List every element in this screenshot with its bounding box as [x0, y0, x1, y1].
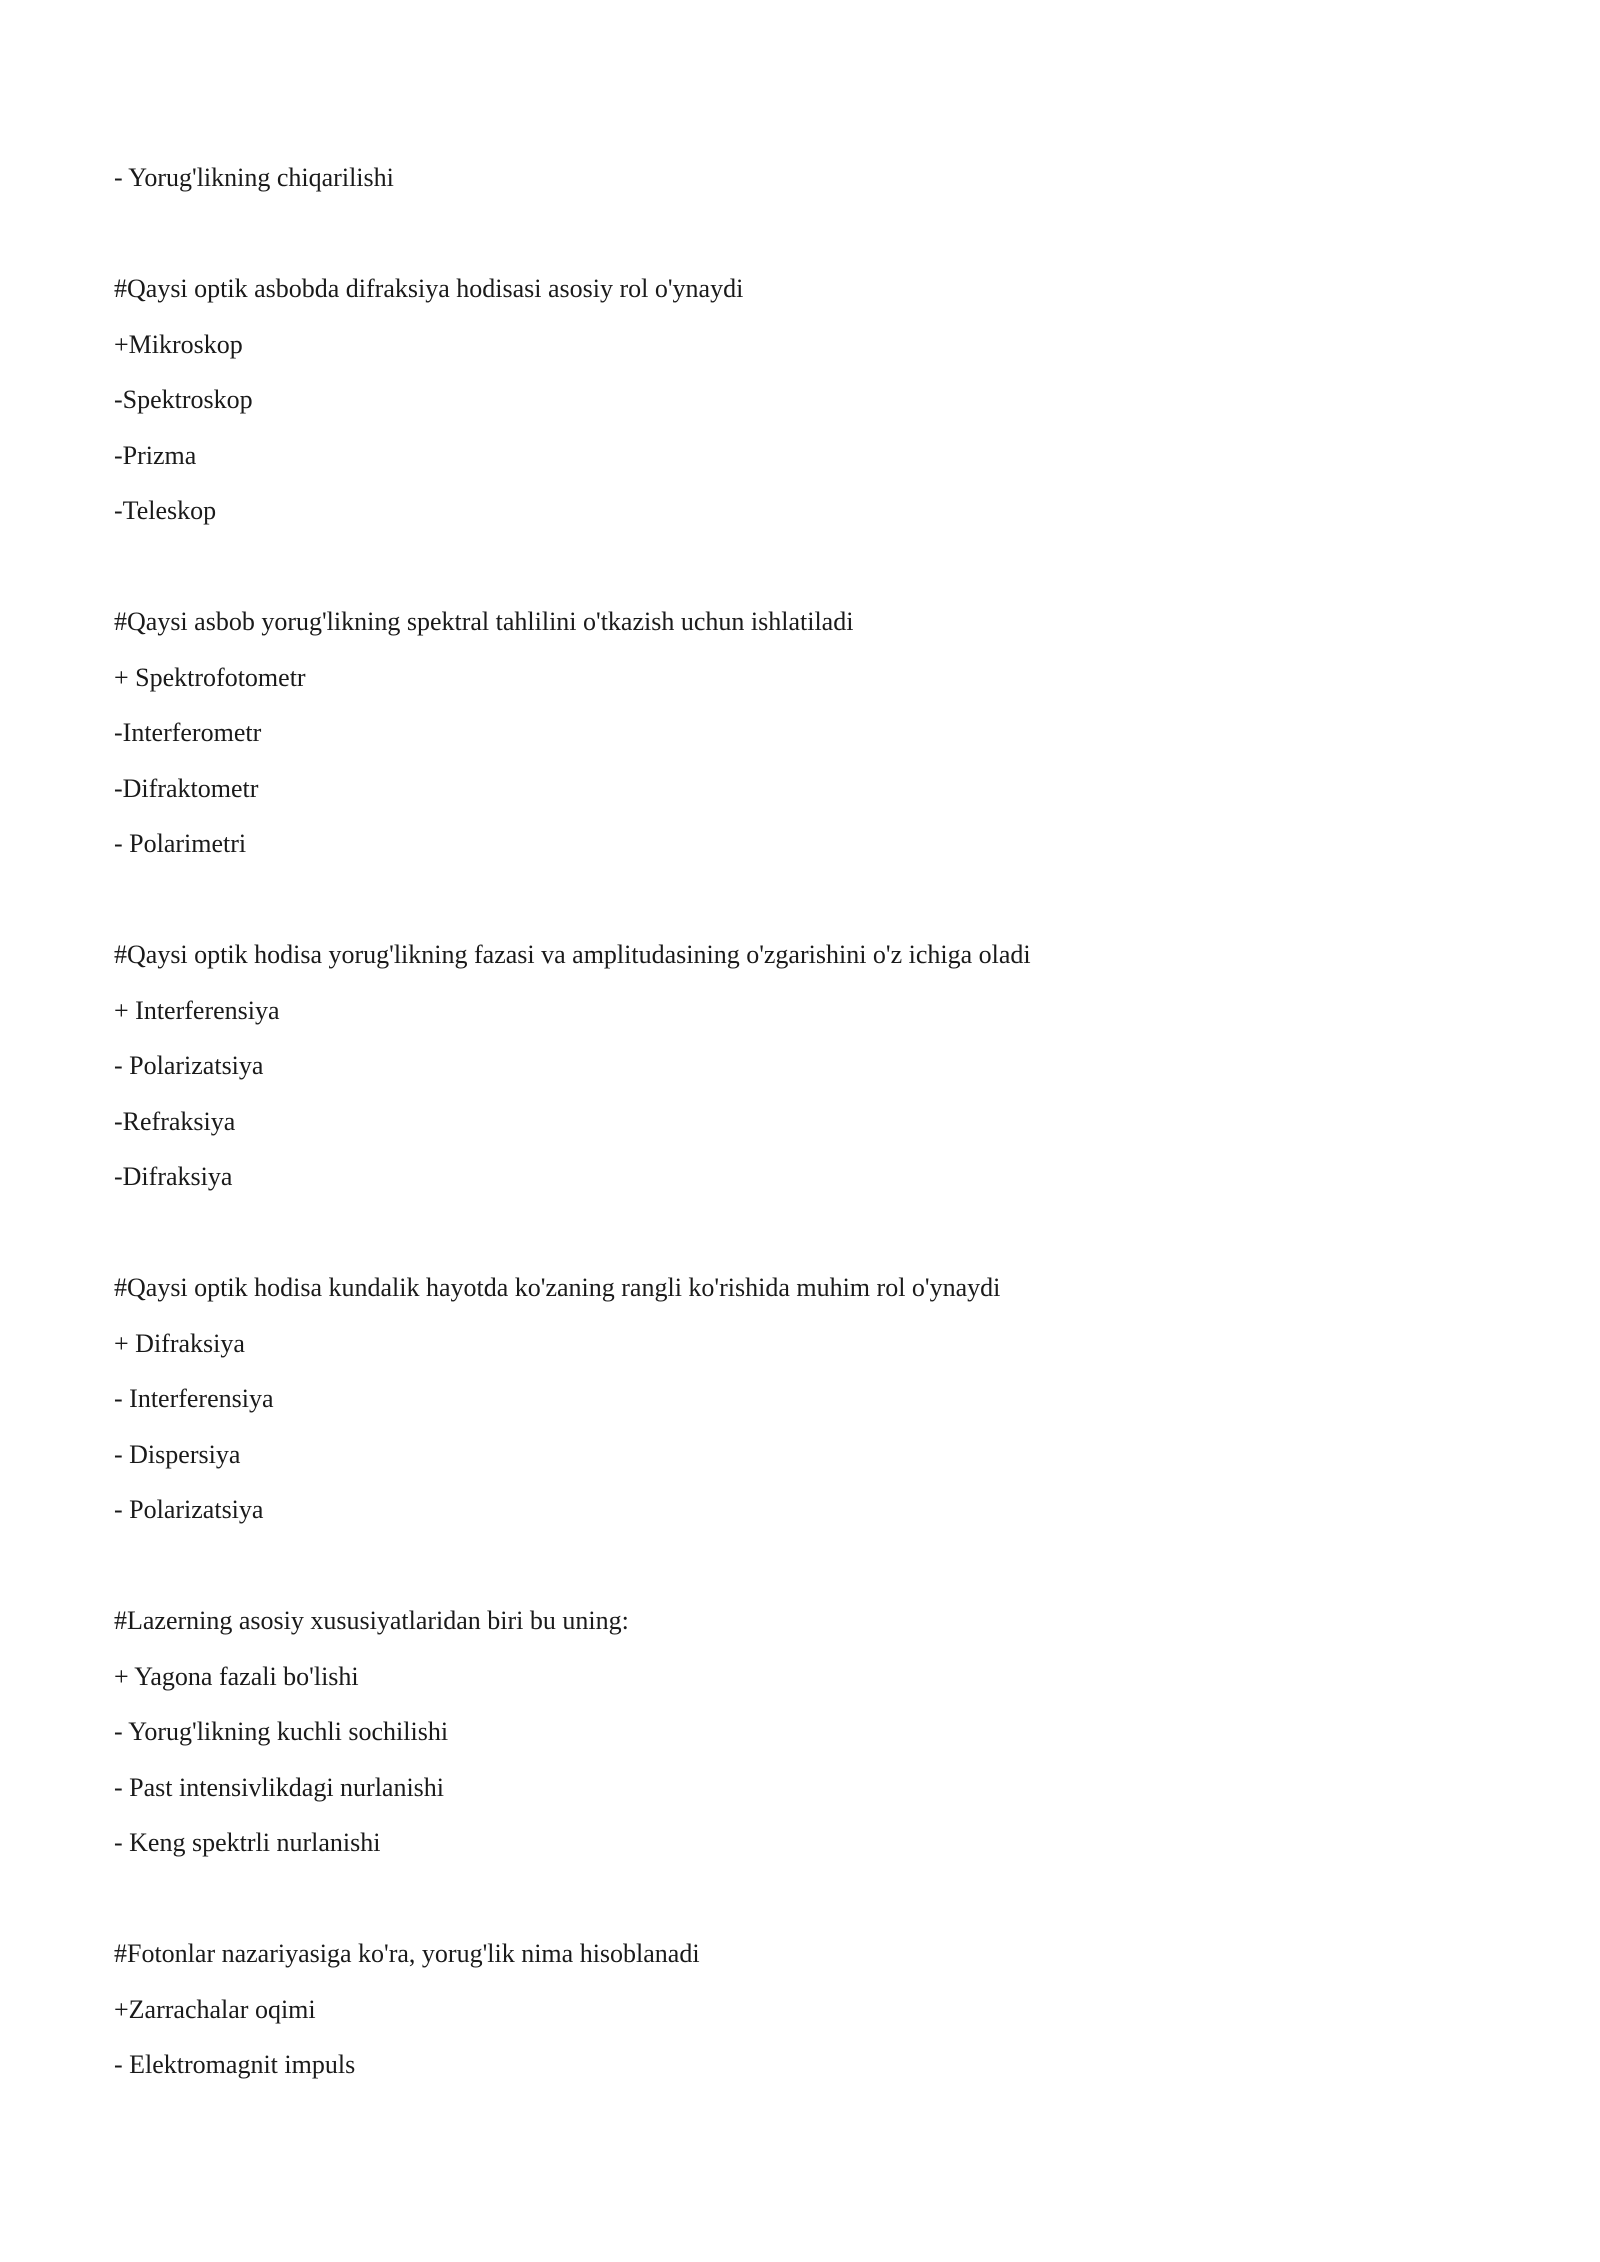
- question-text: #Lazerning asosiy xususiyatlaridan biri bu uning:: [114, 1606, 629, 1635]
- answer-option: - Yorug'likning chiqarilishi: [114, 163, 394, 192]
- question-text: #Qaysi asbob yorug'likning spektral tahlilini o'tkazish uchun ishlatiladi: [114, 607, 854, 636]
- answer-option: + Interferensiya: [114, 995, 280, 1025]
- answer-option: - Yorug'likning kuchli sochilishi: [114, 1717, 449, 1746]
- question-block: [114, 594, 1494, 872]
- question-block: [114, 1593, 1494, 1871]
- question-block: [114, 927, 1494, 1205]
- answer-option: +Mikroskop: [114, 329, 243, 359]
- answer-option: -Refraksiya: [114, 1106, 236, 1136]
- answer-option: - Polarizatsiya: [114, 1495, 264, 1524]
- answer-option: +Zarrachalar oqimi: [114, 1994, 316, 2024]
- answer-option: -Difraktometr: [114, 773, 259, 803]
- spacer: [114, 539, 1494, 595]
- question-block: [114, 1260, 1494, 1538]
- question-block: [114, 1926, 1494, 2093]
- spacer: [114, 872, 1494, 928]
- question-text: #Qaysi optik hodisa yorug'likning fazasi va amplitudasining o'zgarishini o'z ichiga oladi: [114, 940, 1031, 969]
- answer-option: + Spektrofotometr: [114, 662, 306, 692]
- answer-option: -Spektroskop: [114, 385, 253, 414]
- spacer: [114, 1205, 1494, 1261]
- answer-option: - Elektromagnit impuls: [114, 2050, 356, 2079]
- answer-option: - Polarizatsiya: [114, 1051, 264, 1080]
- page-content: [114, 150, 1494, 2093]
- answer-option: - Past intensivlikdagi nurlanishi: [114, 1772, 445, 1802]
- answer-option: -Prizma: [114, 440, 197, 470]
- answer-option: + Difraksiya: [114, 1328, 245, 1358]
- question-text: #Qaysi optik hodisa kundalik hayotda ko'zaning rangli ko'rishida muhim rol o'ynaydi: [114, 1273, 1001, 1302]
- answer-option: + Yagona fazali bo'lishi: [114, 1661, 359, 1691]
- answer-option: - Dispersiya: [114, 1439, 241, 1469]
- spacer: [114, 1871, 1494, 1927]
- answer-option: - Keng spektrli nurlanishi: [114, 1828, 381, 1857]
- answer-option: -Interferometr: [114, 718, 262, 747]
- spacer: [114, 1538, 1494, 1594]
- answer-option: - Interferensiya: [114, 1384, 274, 1413]
- question-text: #Qaysi optik asbobda difraksiya hodisasi asosiy rol o'ynaydi: [114, 274, 744, 303]
- spacer: [114, 206, 1494, 262]
- answer-option: -Teleskop: [114, 496, 217, 525]
- question-text: #Fotonlar nazariyasiga ko'ra, yorug'lik nima hisoblanadi: [114, 1939, 700, 1968]
- answer-option: - Polarimetri: [114, 829, 247, 858]
- question-block: [114, 261, 1494, 539]
- answer-option: -Difraksiya: [114, 1162, 233, 1191]
